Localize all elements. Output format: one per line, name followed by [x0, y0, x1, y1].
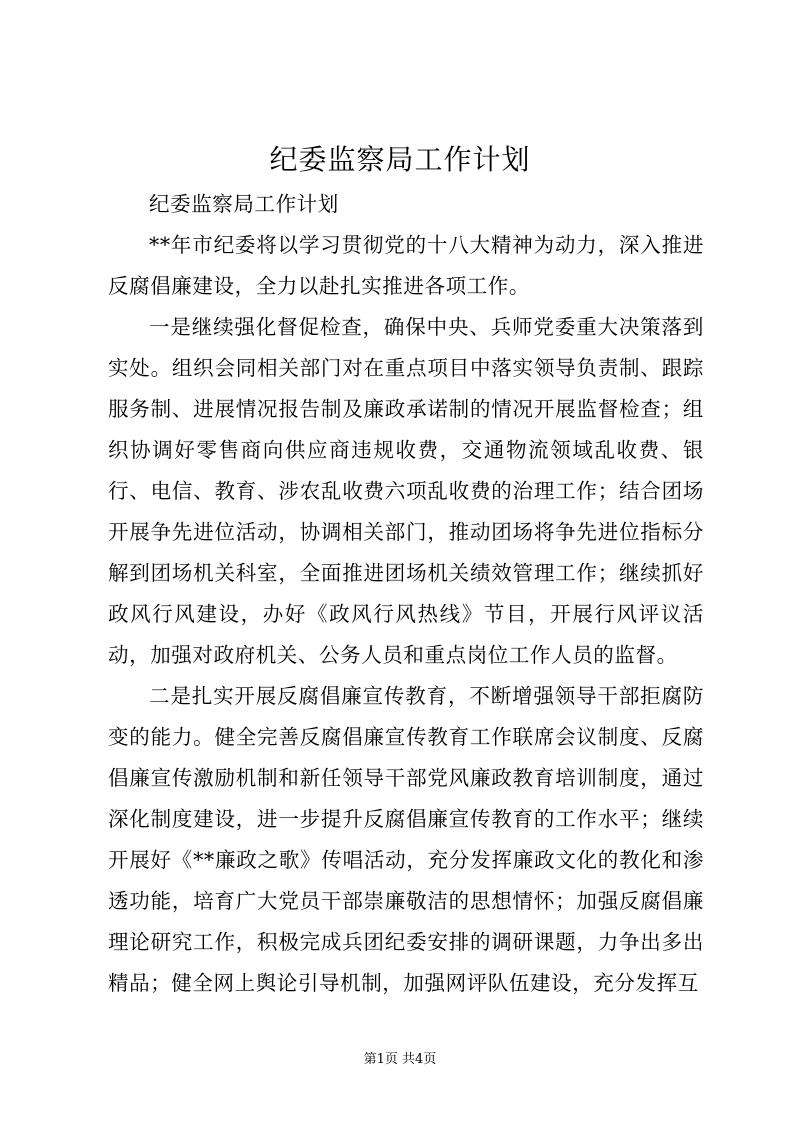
- paragraph-subtitle: 纪委监察局工作计划: [149, 192, 339, 216]
- paragraph-item-one: 一是继续强化督促检查，确保中央、兵师党委重大决策落到实处。组织会同相关部门对在重点项目中落实领导负责制、跟踪服务制、进展情况报告制及廉政承诺制的情况开展监督检查；组织协调好零售商向供应商违规收费，交通物流领域乱收费、银行、电信、教育、涉农乱收费六项乱收费的治理工作；结合团场开展争先进位活动，协调相关部门，推动团场将争先进位指标分解到团场机关科室，全面推进团场机关绩效管理工作；继续抓好政风行风建设，办好《政风行风热线》节目，开展行风评议活动，加强对政府机关、公务人员和重点岗位工作人员的监督。: [108, 315, 704, 667]
- document-title: 纪委监察局工作计划: [269, 143, 531, 176]
- page-number-footer: 第1页 共4页: [363, 1052, 437, 1067]
- document-body: [108, 184, 704, 1004]
- paragraph-item-two: 二是扎实开展反腐倡廉宣传教育，不断增强领导干部拒腐防变的能力。健全完善反腐倡廉宣传教育工作联席会议制度、反腐倡廉宣传激励机制和新任领导干部党风廉政教育培训制度，通过深化制度建设，进一步提升反腐倡廉宣传教育的工作水平；继续开展好《**廉政之歌》传唱活动，充分发挥廉政文化的教化和渗透功能，培育广大党员干部崇廉敬洁的思想情怀；加强反腐倡廉理论研究工作，积极完成兵团纪委安排的调研课题，力争出多出精品；健全网上舆论引导机制，加强网评队伍建设，充分发挥互: [108, 684, 704, 995]
- paragraph-intro: **年市纪委将以学习贯彻党的十八大精神为动力，深入推进反腐倡廉建设，全力以赴扎实推进各项工作。: [108, 233, 704, 298]
